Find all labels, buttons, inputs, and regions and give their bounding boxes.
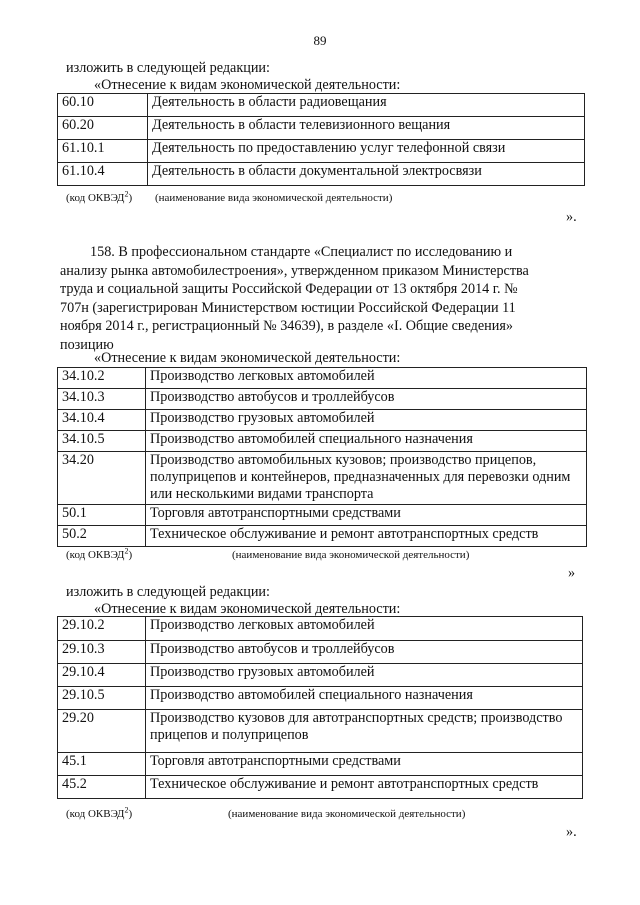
table-row: [58, 117, 585, 140]
block2-closing: »: [568, 565, 576, 581]
table-row: [58, 94, 585, 117]
table-row: [58, 410, 587, 431]
activity-name-cell: Деятельность в области радиовещания: [148, 94, 585, 117]
block2-caption-code: (код ОКВЭД$^2$): [66, 546, 133, 561]
okved-code-cell: 45.1: [58, 753, 146, 776]
block3-heading: «Отнесение к видам экономической деятельности:: [94, 601, 401, 617]
activity-name-cell: Техническое обслуживание и ремонт автотранспортных средств: [146, 776, 583, 799]
activity-name-cell: Производство грузовых автомобилей: [146, 664, 583, 687]
table-row: [58, 664, 583, 687]
okved-code-cell: 61.10.4: [58, 163, 148, 186]
table-row: [58, 140, 585, 163]
table-row: [58, 753, 583, 776]
block2-caption-name: (наименование вида экономической деятельности): [232, 549, 470, 561]
table-row: [58, 505, 587, 526]
table-row: [58, 431, 587, 452]
table-row: [58, 389, 587, 410]
okved-code-cell: 34.10.5: [58, 431, 146, 452]
okved-code-cell: 50.2: [58, 526, 146, 547]
activity-name-cell: Деятельность в области телевизионного вещания: [148, 117, 585, 140]
block3-lead: изложить в следующей редакции:: [66, 584, 270, 600]
okved-code-cell: 29.20: [58, 710, 146, 753]
para-line-1: 158. В профессиональном стандарте «Специалист по исследованию и: [90, 244, 513, 260]
okved-code-cell: 60.10: [58, 94, 148, 117]
para-line-3: труда и социальной защиты Российской Федерации от 13 октября 2014 г. №: [60, 281, 518, 297]
okved-code-cell: 34.10.4: [58, 410, 146, 431]
table-row: [58, 687, 583, 710]
table-row: [58, 776, 583, 799]
block1-caption-name: (наименование вида экономической деятельности): [155, 192, 393, 204]
okved-code-cell: 29.10.3: [58, 641, 146, 664]
table-row: [58, 710, 583, 753]
activity-name-cell: Производство легковых автомобилей: [146, 368, 587, 389]
activity-name-cell: Торговля автотранспортными средствами: [146, 505, 587, 526]
activity-name-cell: Производство автобусов и троллейбусов: [146, 641, 583, 664]
block2-heading: «Отнесение к видам экономической деятельности:: [94, 350, 401, 366]
table-row: [58, 368, 587, 389]
activity-name-cell: Производство автомобилей специального назначения: [146, 687, 583, 710]
okved-code-cell: 34.10.3: [58, 389, 146, 410]
okved-code-cell: 29.10.5: [58, 687, 146, 710]
block1-heading: «Отнесение к видам экономической деятельности:: [94, 77, 401, 93]
activity-name-cell: Деятельность по предоставлению услуг телефонной связи: [148, 140, 585, 163]
activity-name-cell: Производство кузовов для автотранспортных средств; производство прицепов и полуприцепов: [146, 710, 583, 753]
table-row: [58, 163, 585, 186]
table-row: [58, 526, 587, 547]
activity-name-cell: Техническое обслуживание и ремонт автотранспортных средств: [146, 526, 587, 547]
activity-name-cell: Производство автомобильных кузовов; производство прицепов, полуприцепов и контейнеров, предназначенных для перевозки одним или несколькими видами транспорта: [146, 452, 587, 505]
activity-name-cell: Производство легковых автомобилей: [146, 617, 583, 641]
para-line-2: анализу рынка автомобилестроения», утвержденном приказом Министерства: [60, 262, 529, 279]
page-number: 89: [313, 33, 327, 48]
activity-name-cell: Производство грузовых автомобилей: [146, 410, 587, 431]
block2-table: [57, 367, 587, 547]
okved-code-cell: 60.20: [58, 117, 148, 140]
para-line-5: ноября 2014 г., регистрационный № 34639), в разделе «I. Общие сведения»: [60, 318, 513, 334]
activity-name-cell: Торговля автотранспортными средствами: [146, 753, 583, 776]
para-line-4: 707н (зарегистрирован Министерством юстиции Российской Федерации 11: [60, 299, 516, 316]
okved-code-cell: 34.10.2: [58, 368, 146, 389]
block1-caption-code: (код ОКВЭД$^2$): [66, 189, 133, 204]
activity-name-cell: Производство автобусов и троллейбусов: [146, 389, 587, 410]
activity-name-cell: Производство автомобилей специального назначения: [146, 431, 587, 452]
table-row: [58, 641, 583, 664]
para-line-6: позицию: [60, 336, 114, 353]
okved-code-cell: 45.2: [58, 776, 146, 799]
okved-code-cell: 50.1: [58, 505, 146, 526]
block3-table: [57, 616, 583, 799]
block1-table: [57, 93, 585, 186]
table-row: [58, 452, 587, 505]
okved-code-cell: 34.20: [58, 452, 146, 505]
paragraph-158: [60, 243, 584, 354]
block3-caption-code: (код ОКВЭД$^2$): [66, 805, 133, 820]
block1-closing: ».: [566, 209, 577, 225]
block3-closing: ».: [566, 824, 577, 840]
block3-caption-name: (наименование вида экономической деятельности): [228, 808, 466, 820]
block1-lead: изложить в следующей редакции:: [66, 60, 270, 76]
okved-code-cell: 61.10.1: [58, 140, 148, 163]
okved-code-cell: 29.10.2: [58, 617, 146, 641]
activity-name-cell: Деятельность в области документальной электросвязи: [148, 163, 585, 186]
okved-code-cell: 29.10.4: [58, 664, 146, 687]
table-row: [58, 617, 583, 641]
